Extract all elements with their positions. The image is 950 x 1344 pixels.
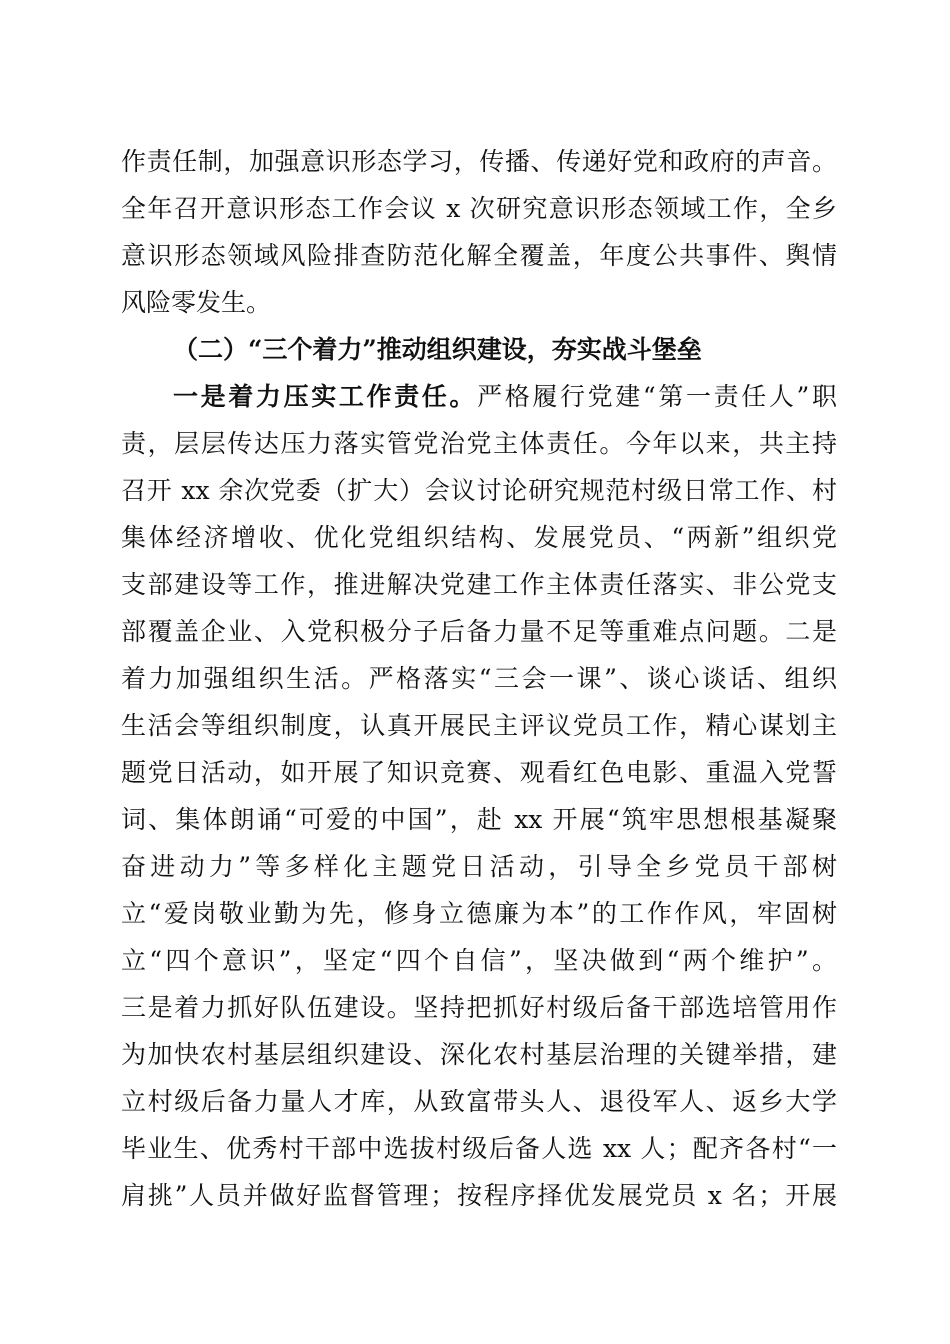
lead-phrase: 一是着力压实工作责任。 — [173, 382, 478, 411]
text-line: 立“爱岗敬业勤为先，修身立德廉为本”的工作作风，牢固树 — [121, 899, 837, 928]
text-line: 毕业生、优秀村干部中选拔村级后备人选 xx 人；配齐各村“一 — [121, 1134, 837, 1163]
text-line: 立村级后备力量人才库，从致富带头人、退役军人、返乡大学 — [121, 1087, 837, 1116]
text-line: 作责任制，加强意识形态学习，传播、传递好党和政府的声音。 — [121, 147, 837, 176]
text-line-first — [121, 373, 837, 420]
text-line: 支部建设等工作，推进解决党建工作主体责任落实、非公党支 — [121, 570, 837, 599]
text-line: 风险零发生。 — [121, 288, 272, 317]
text-line: 召开 xx 余次党委（扩大）会议讨论研究规范村级日常工作、村 — [121, 476, 837, 505]
text-line: 立“四个意识”，坚定“四个自信”，坚决做到“两个维护”。 — [121, 946, 837, 975]
text-line: 部覆盖企业、入党积极分子后备力量不足等重难点问题。二是 — [121, 617, 837, 646]
text-line: 全年召开意识形态工作会议 x 次研究意识形态领域工作，全乡 — [121, 194, 837, 223]
paragraph-ideology — [121, 138, 837, 326]
section-heading: （二）“三个着力”推动组织建设，夯实战斗堡垒 — [173, 335, 702, 364]
text-line: 题党日活动，如开展了知识竞赛、观看红色电影、重温入党誓 — [121, 758, 837, 787]
text-line: 责，层层传达压力落实管党治党主体责任。今年以来，共主持 — [121, 429, 837, 458]
text-line: 奋进动力”等多样化主题党日活动，引导全乡党员干部树 — [121, 852, 837, 881]
lead-rest: 严格履行党建“第一责任人”职 — [477, 382, 837, 411]
document-body — [121, 138, 837, 1219]
text-line: 词、集体朗诵“可爱的中国”，赴 xx 开展“筑牢思想根基凝聚 — [121, 805, 837, 834]
text-line: 生活会等组织制度，认真开展民主评议党员工作，精心谋划主 — [121, 711, 837, 740]
paragraph-organization — [121, 373, 837, 1219]
text-line: 着力加强组织生活。严格落实“三会一课”、谈心谈话、组织 — [121, 664, 837, 693]
text-line: 为加快农村基层组织建设、深化农村基层治理的关键举措，建 — [121, 1040, 837, 1069]
text-line: 集体经济增收、优化党组织结构、发展党员、“两新”组织党 — [121, 523, 837, 552]
text-line: 意识形态领域风险排查防范化解全覆盖，年度公共事件、舆情 — [121, 241, 837, 270]
text-line: 肩挑”人员并做好监督管理；按程序择优发展党员 x 名；开展 — [121, 1181, 837, 1210]
text-line: 三是着力抓好队伍建设。坚持把抓好村级后备干部选培管用作 — [121, 993, 837, 1022]
